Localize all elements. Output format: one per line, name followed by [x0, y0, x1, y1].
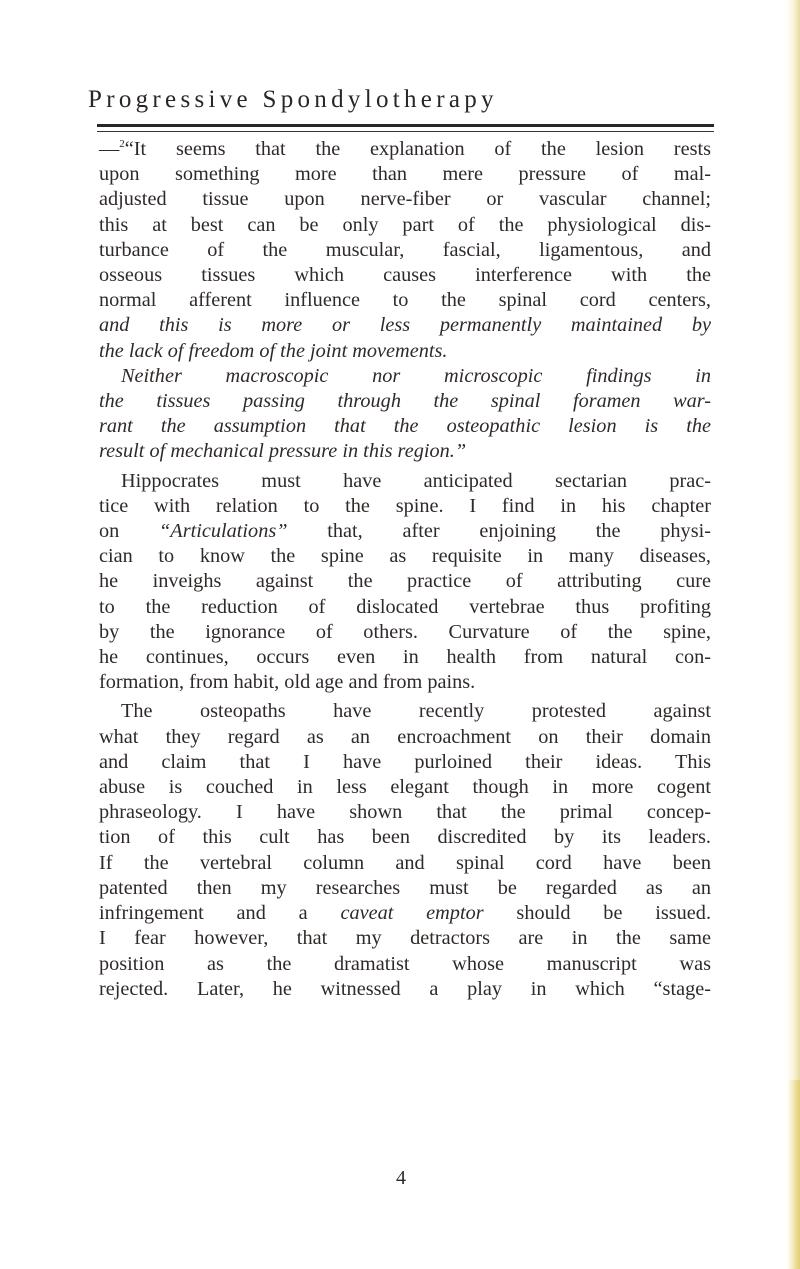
paragraph-line: on “Articulations” that, after enjoining the physi-	[99, 520, 711, 543]
quote-line-italic: Neither macroscopic nor microscopic findings in	[121, 364, 711, 387]
paragraph-line: Hippocrates must have anticipated sectarian prac-	[121, 469, 711, 492]
quote-line: turbance of the muscular, fascial, ligamentous, and	[99, 238, 711, 261]
paragraph-line: patented then my researches must be regarded as an	[99, 876, 711, 899]
quote-line-italic: and this is more or less permanently maintained by	[99, 314, 711, 337]
body-text	[99, 137, 711, 1002]
paragraph-line: tice with relation to the spine. I find in his chapter	[99, 494, 711, 517]
page-edge-stain-lower	[788, 1080, 800, 1269]
paragraph-line: and claim that I have purloined their ideas. This	[99, 750, 711, 773]
paragraph-line: phraseology. I have shown that the primal concep-	[99, 801, 711, 824]
paragraph-line: to the reduction of dislocated vertebrae thus profiting	[99, 595, 711, 618]
quote-line: this at best can be only part of the physiological dis-	[99, 213, 711, 236]
quote-line: —$^2$“It seems that the explanation of the lesion rests	[99, 138, 711, 160]
paragraph-line: formation, from habit, old age and from pains.	[99, 671, 476, 694]
paragraph-line: he inveighs against the practice of attributing cure	[99, 570, 711, 593]
quote-line-italic: the lack of freedom of the joint movements.	[99, 339, 448, 362]
paragraph-line: he continues, occurs even in health from natural con-	[99, 646, 711, 669]
italic-title: “Articulations”	[159, 520, 288, 543]
paragraph-line: rejected. Later, he witnessed a play in which “stage-	[99, 977, 711, 1000]
page-number: 4	[396, 1167, 406, 1189]
header-rule-thin	[97, 131, 714, 132]
paragraph-line: I fear however, that my detractors are in the same	[99, 927, 711, 950]
paragraph-line: abuse is couched in less elegant though in more cogent	[99, 776, 711, 799]
paragraph-line: cian to know the spine as requisite in many diseases,	[99, 545, 711, 568]
paragraph-line: position as the dramatist whose manuscript was	[99, 952, 711, 975]
paragraph-line: infringement and a caveat emptor should be issued.	[99, 902, 712, 925]
quote-line-italic: the tissues passing through the spinal foramen war-	[99, 390, 711, 413]
page-edge-stain	[786, 0, 800, 1269]
paragraph-line: If the vertebral column and spinal cord have been	[99, 851, 711, 874]
quote-line: osseous tissues which causes interference with the	[99, 264, 711, 287]
quote-line: upon something more than mere pressure of mal-	[99, 163, 711, 186]
italic-phrase: caveat emptor	[340, 902, 484, 925]
running-head: Progressive Spondylotherapy	[88, 86, 498, 113]
header-rule-thick	[97, 124, 714, 127]
paragraph-line: what they regard as an encroachment on their domain	[99, 725, 711, 748]
quote-line-italic: rant the assumption that the osteopathic lesion is the	[99, 415, 711, 438]
quote-line-italic: result of mechanical pressure in this region.”	[99, 440, 467, 463]
quote-dash: —	[99, 138, 120, 160]
paragraph-line: by the ignorance of others. Curvature of the spine,	[99, 620, 711, 643]
quote-line: normal afferent influence to the spinal cord centers,	[99, 289, 711, 312]
footnote-marker: 2	[119, 138, 125, 151]
quote-line: adjusted tissue upon nerve-fiber or vascular channel;	[99, 188, 711, 211]
paragraph-line: The osteopaths have recently protested against	[121, 700, 711, 723]
paragraph-line: tion of this cult has been discredited by its leaders.	[99, 826, 711, 849]
